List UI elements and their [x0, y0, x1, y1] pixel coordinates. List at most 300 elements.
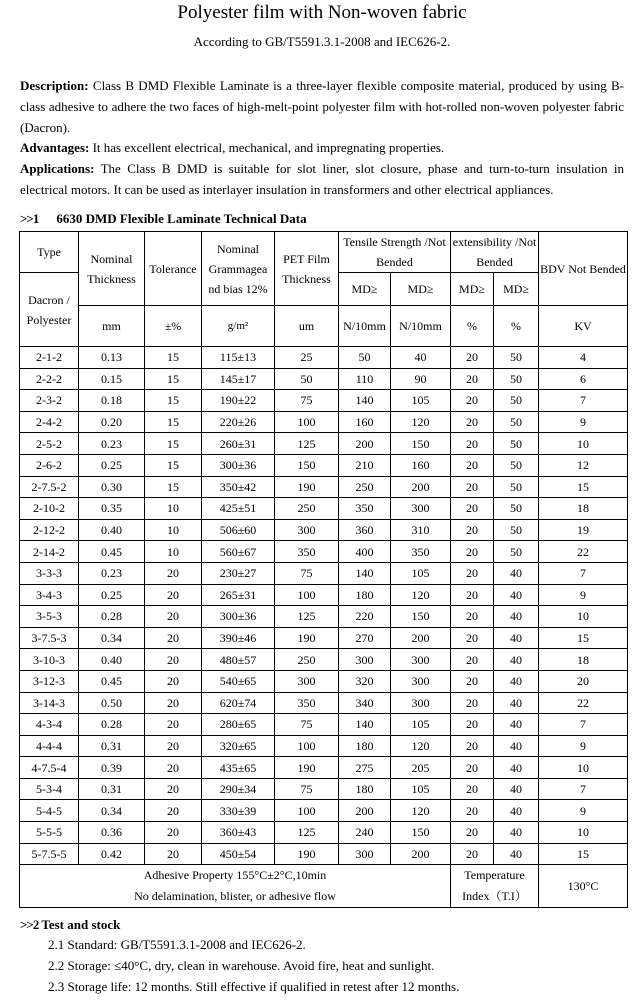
cell-tensile-md-2: 105 — [391, 778, 451, 800]
temperature-index-value: 130°C — [539, 865, 628, 908]
standard-subtitle: According to GB/T5591.3.1-2008 and IEC626-2. — [193, 34, 451, 49]
cell-tolerance: 20 — [145, 562, 202, 584]
cell-extensibility-md-2: 40 — [494, 692, 539, 714]
cell-tolerance: 20 — [145, 843, 202, 865]
cell-extensibility-md-2: 40 — [494, 778, 539, 800]
cell-nominal-thickness: 0.50 — [79, 692, 145, 714]
cell-extensibility-md-2: 50 — [494, 347, 539, 369]
cell-pet-thickness: 100 — [275, 584, 339, 606]
cell-extensibility-md-2: 40 — [494, 735, 539, 757]
cell-bdv: 9 — [539, 800, 628, 822]
header-md-1: MD≥ — [339, 273, 391, 306]
cell-tensile-md-1: 350 — [339, 498, 391, 520]
cell-extensibility-md-2: 40 — [494, 843, 539, 865]
cell-type: 2-7.5-2 — [20, 476, 79, 498]
cell-extensibility-md-1: 20 — [451, 757, 494, 779]
cell-bdv: 22 — [539, 541, 628, 563]
cell-tensile-md-1: 220 — [339, 606, 391, 628]
cell-tensile-md-1: 180 — [339, 778, 391, 800]
unit-tolerance: ±% — [145, 306, 202, 347]
table-row — [20, 735, 628, 757]
cell-tolerance: 20 — [145, 822, 202, 844]
cell-nominal-thickness: 0.35 — [79, 498, 145, 520]
header-md-3: MD≥ — [451, 273, 494, 306]
table-row — [20, 670, 628, 692]
cell-tolerance: 15 — [145, 390, 202, 412]
cell-tensile-md-2: 90 — [391, 368, 451, 390]
cell-bdv: 18 — [539, 498, 628, 520]
cell-bdv: 20 — [539, 670, 628, 692]
cell-type: 3-12-3 — [20, 670, 79, 692]
cell-pet-thickness: 50 — [275, 368, 339, 390]
header-md-2: MD≥ — [391, 273, 451, 306]
cell-grammage: 300±36 — [202, 454, 275, 476]
section-1-title: 6630 DMD Flexible Laminate Technical Data — [56, 211, 307, 226]
cell-extensibility-md-1: 20 — [451, 606, 494, 628]
cell-tensile-md-2: 300 — [391, 498, 451, 520]
description-label: Description: — [20, 78, 89, 93]
cell-nominal-thickness: 0.39 — [79, 757, 145, 779]
cell-extensibility-md-1: 20 — [451, 627, 494, 649]
cell-tolerance: 15 — [145, 347, 202, 369]
applications-label: Applications: — [20, 161, 95, 176]
cell-type: 4-3-4 — [20, 714, 79, 736]
cell-nominal-thickness: 0.45 — [79, 670, 145, 692]
technical-data-table — [19, 231, 628, 908]
cell-grammage: 390±46 — [202, 627, 275, 649]
cell-extensibility-md-1: 20 — [451, 562, 494, 584]
cell-grammage: 350±42 — [202, 476, 275, 498]
header-tensile-strength: Tensile Strength /Not Bended — [339, 232, 451, 273]
cell-tensile-md-2: 300 — [391, 692, 451, 714]
cell-bdv: 7 — [539, 390, 628, 412]
cell-type: 3-5-3 — [20, 606, 79, 628]
cell-bdv: 10 — [539, 433, 628, 455]
cell-extensibility-md-2: 50 — [494, 454, 539, 476]
test-stock-item: 2.3 Storage life: 12 months. Still effective if qualified in retest after 12 months. — [48, 979, 460, 994]
cell-grammage: 560±67 — [202, 541, 275, 563]
cell-grammage: 280±65 — [202, 714, 275, 736]
cell-bdv: 22 — [539, 692, 628, 714]
cell-tensile-md-1: 240 — [339, 822, 391, 844]
cell-nominal-thickness: 0.23 — [79, 562, 145, 584]
cell-tolerance: 20 — [145, 584, 202, 606]
description-text: Class B DMD Flexible Laminate is a three-layer flexible composite material, produced by using B-class adhesive to adhere the two faces of high-melt-point polyester film with hot-rolled non-woven polyester fabric (Dacron). — [20, 78, 624, 135]
cell-grammage: 620±74 — [202, 692, 275, 714]
cell-tolerance: 20 — [145, 627, 202, 649]
cell-nominal-thickness: 0.36 — [79, 822, 145, 844]
unit-bdv: KV — [539, 306, 628, 347]
cell-extensibility-md-1: 20 — [451, 368, 494, 390]
cell-bdv: 9 — [539, 411, 628, 433]
cell-nominal-thickness: 0.15 — [79, 368, 145, 390]
cell-pet-thickness: 25 — [275, 347, 339, 369]
cell-type: 2-3-2 — [20, 390, 79, 412]
description-paragraph — [20, 75, 624, 138]
cell-grammage: 230±27 — [202, 562, 275, 584]
table-row — [20, 843, 628, 865]
cell-bdv: 9 — [539, 735, 628, 757]
test-stock-item: 2.1 Standard: GB/T5591.3.1-2008 and IEC626-2. — [48, 937, 306, 952]
cell-type: 5-4-5 — [20, 800, 79, 822]
cell-tolerance: 20 — [145, 800, 202, 822]
cell-extensibility-md-2: 40 — [494, 822, 539, 844]
cell-extensibility-md-2: 40 — [494, 562, 539, 584]
cell-tolerance: 10 — [145, 541, 202, 563]
table-row — [20, 800, 628, 822]
cell-nominal-thickness: 0.40 — [79, 649, 145, 671]
cell-tolerance: 15 — [145, 454, 202, 476]
cell-tensile-md-2: 300 — [391, 670, 451, 692]
unit-tensile-2: N/10mm — [391, 306, 451, 347]
cell-tolerance: 20 — [145, 606, 202, 628]
cell-tolerance: 20 — [145, 735, 202, 757]
cell-tolerance: 20 — [145, 649, 202, 671]
unit-ext-1: % — [451, 306, 494, 347]
cell-tensile-md-2: 310 — [391, 519, 451, 541]
cell-extensibility-md-1: 20 — [451, 347, 494, 369]
cell-grammage: 115±13 — [202, 347, 275, 369]
cell-extensibility-md-1: 20 — [451, 498, 494, 520]
cell-extensibility-md-2: 50 — [494, 433, 539, 455]
cell-tensile-md-1: 360 — [339, 519, 391, 541]
cell-tolerance: 10 — [145, 519, 202, 541]
cell-extensibility-md-2: 40 — [494, 800, 539, 822]
cell-extensibility-md-1: 20 — [451, 454, 494, 476]
cell-tensile-md-1: 250 — [339, 476, 391, 498]
cell-nominal-thickness: 0.28 — [79, 714, 145, 736]
cell-grammage: 300±36 — [202, 606, 275, 628]
cell-extensibility-md-1: 20 — [451, 649, 494, 671]
cell-bdv: 4 — [539, 347, 628, 369]
cell-type: 3-14-3 — [20, 692, 79, 714]
adhesive-line-1: Adhesive Property 155°C±2°C,10min — [143, 868, 327, 883]
cell-bdv: 10 — [539, 757, 628, 779]
cell-bdv: 9 — [539, 584, 628, 606]
cell-bdv: 7 — [539, 714, 628, 736]
cell-tensile-md-1: 320 — [339, 670, 391, 692]
cell-type: 4-7.5-4 — [20, 757, 79, 779]
cell-bdv: 6 — [539, 368, 628, 390]
cell-type: 2-12-2 — [20, 519, 79, 541]
cell-pet-thickness: 250 — [275, 498, 339, 520]
cell-extensibility-md-2: 50 — [494, 476, 539, 498]
cell-extensibility-md-2: 40 — [494, 757, 539, 779]
cell-grammage: 320±65 — [202, 735, 275, 757]
header-bdv: BDV Not Bended — [539, 232, 628, 306]
cell-type: 2-2-2 — [20, 368, 79, 390]
cell-nominal-thickness: 0.45 — [79, 541, 145, 563]
cell-bdv: 7 — [539, 562, 628, 584]
cell-grammage: 540±65 — [202, 670, 275, 692]
cell-pet-thickness: 190 — [275, 757, 339, 779]
cell-extensibility-md-2: 50 — [494, 390, 539, 412]
cell-tensile-md-1: 160 — [339, 411, 391, 433]
cell-nominal-thickness: 0.25 — [79, 584, 145, 606]
cell-tensile-md-1: 140 — [339, 390, 391, 412]
header-extensibility: extensibility /Not Bended — [451, 232, 539, 273]
cell-extensibility-md-2: 40 — [494, 649, 539, 671]
cell-grammage: 450±54 — [202, 843, 275, 865]
cell-tensile-md-2: 200 — [391, 843, 451, 865]
table-row — [20, 606, 628, 628]
cell-pet-thickness: 75 — [275, 390, 339, 412]
cell-type: 2-14-2 — [20, 541, 79, 563]
cell-tensile-md-1: 180 — [339, 735, 391, 757]
cell-extensibility-md-1: 20 — [451, 541, 494, 563]
table-row — [20, 778, 628, 800]
cell-extensibility-md-2: 50 — [494, 498, 539, 520]
cell-tensile-md-1: 300 — [339, 843, 391, 865]
cell-pet-thickness: 300 — [275, 670, 339, 692]
header-nominal-grammage: Nominal Grammagea nd bias 12% — [202, 232, 275, 306]
cell-tensile-md-2: 150 — [391, 606, 451, 628]
table-row — [20, 562, 628, 584]
cell-tensile-md-1: 200 — [339, 800, 391, 822]
section-1-arrows: >>1 — [20, 211, 39, 226]
cell-pet-thickness: 125 — [275, 606, 339, 628]
cell-nominal-thickness: 0.31 — [79, 735, 145, 757]
cell-tensile-md-2: 120 — [391, 800, 451, 822]
cell-extensibility-md-1: 20 — [451, 476, 494, 498]
advantages-text: It has excellent electrical, mechanical, and impregnating properties. — [89, 140, 445, 155]
cell-bdv: 7 — [539, 778, 628, 800]
table-row — [20, 757, 628, 779]
cell-nominal-thickness: 0.25 — [79, 454, 145, 476]
cell-grammage: 506±60 — [202, 519, 275, 541]
cell-extensibility-md-1: 20 — [451, 692, 494, 714]
section-1-heading — [20, 210, 307, 228]
cell-tolerance: 15 — [145, 368, 202, 390]
cell-tensile-md-2: 205 — [391, 757, 451, 779]
cell-extensibility-md-1: 20 — [451, 433, 494, 455]
cell-extensibility-md-1: 20 — [451, 670, 494, 692]
temperature-index-label-cell — [451, 865, 539, 908]
adhesive-property-cell — [20, 865, 451, 908]
test-stock-item: 2.2 Storage: ≤40°C, dry, clean in warehouse. Avoid fire, heat and sunlight. — [48, 958, 435, 973]
cell-tensile-md-2: 105 — [391, 390, 451, 412]
cell-extensibility-md-2: 40 — [494, 584, 539, 606]
cell-tensile-md-2: 120 — [391, 584, 451, 606]
cell-pet-thickness: 250 — [275, 649, 339, 671]
cell-extensibility-md-1: 20 — [451, 843, 494, 865]
table-row — [20, 433, 628, 455]
cell-bdv: 18 — [539, 649, 628, 671]
cell-type: 3-3-3 — [20, 562, 79, 584]
cell-tensile-md-1: 140 — [339, 562, 391, 584]
table-row — [20, 368, 628, 390]
cell-tensile-md-1: 140 — [339, 714, 391, 736]
table-row — [20, 390, 628, 412]
header-type-sub: Dacron / Polyester — [20, 273, 79, 347]
cell-extensibility-md-2: 40 — [494, 670, 539, 692]
adhesive-line-2: No delamination, blister, or adhesive flow — [134, 889, 336, 904]
cell-tensile-md-1: 270 — [339, 627, 391, 649]
cell-nominal-thickness: 0.34 — [79, 800, 145, 822]
cell-pet-thickness: 100 — [275, 735, 339, 757]
cell-type: 2-4-2 — [20, 411, 79, 433]
cell-extensibility-md-1: 20 — [451, 411, 494, 433]
table-row — [20, 347, 628, 369]
advantages-label: Advantages: — [20, 140, 90, 155]
cell-nominal-thickness: 0.13 — [79, 347, 145, 369]
cell-nominal-thickness: 0.34 — [79, 627, 145, 649]
cell-bdv: 12 — [539, 454, 628, 476]
cell-extensibility-md-1: 20 — [451, 714, 494, 736]
cell-extensibility-md-1: 20 — [451, 735, 494, 757]
cell-tensile-md-2: 120 — [391, 735, 451, 757]
cell-grammage: 480±57 — [202, 649, 275, 671]
cell-extensibility-md-1: 20 — [451, 800, 494, 822]
cell-type: 2-10-2 — [20, 498, 79, 520]
cell-tensile-md-1: 110 — [339, 368, 391, 390]
cell-type: 5-5-5 — [20, 822, 79, 844]
cell-pet-thickness: 100 — [275, 411, 339, 433]
cell-tensile-md-1: 275 — [339, 757, 391, 779]
header-pet-thickness: PET Film Thickness — [275, 232, 339, 306]
cell-extensibility-md-1: 20 — [451, 822, 494, 844]
cell-extensibility-md-2: 50 — [494, 368, 539, 390]
cell-type: 3-7.5-3 — [20, 627, 79, 649]
cell-tolerance: 20 — [145, 692, 202, 714]
cell-bdv: 15 — [539, 476, 628, 498]
section-2-title: Test and stock — [38, 917, 121, 932]
unit-ext-2: % — [494, 306, 539, 347]
cell-extensibility-md-2: 40 — [494, 606, 539, 628]
cell-extensibility-md-2: 50 — [494, 411, 539, 433]
cell-grammage: 190±22 — [202, 390, 275, 412]
cell-pet-thickness: 350 — [275, 541, 339, 563]
cell-tolerance: 15 — [145, 476, 202, 498]
cell-type: 2-6-2 — [20, 454, 79, 476]
cell-tensile-md-2: 160 — [391, 454, 451, 476]
cell-type: 5-3-4 — [20, 778, 79, 800]
section-2-arrows: >>2 — [20, 917, 39, 932]
cell-pet-thickness: 125 — [275, 822, 339, 844]
cell-tolerance: 20 — [145, 778, 202, 800]
advantages-paragraph — [20, 137, 624, 158]
cell-grammage: 265±31 — [202, 584, 275, 606]
cell-tensile-md-1: 340 — [339, 692, 391, 714]
cell-tensile-md-1: 180 — [339, 584, 391, 606]
cell-grammage: 260±31 — [202, 433, 275, 455]
cell-pet-thickness: 350 — [275, 692, 339, 714]
cell-tensile-md-1: 210 — [339, 454, 391, 476]
cell-tensile-md-2: 150 — [391, 433, 451, 455]
cell-type: 5-7.5-5 — [20, 843, 79, 865]
section-2-heading — [20, 916, 120, 934]
cell-extensibility-md-1: 20 — [451, 390, 494, 412]
unit-grammage: g/m² — [202, 306, 275, 347]
cell-pet-thickness: 190 — [275, 843, 339, 865]
cell-pet-thickness: 190 — [275, 476, 339, 498]
header-md-4: MD≥ — [494, 273, 539, 306]
header-nominal-thickness: Nominal Thickness — [79, 232, 145, 306]
cell-extensibility-md-1: 20 — [451, 778, 494, 800]
cell-type: 2-5-2 — [20, 433, 79, 455]
cell-type: 4-4-4 — [20, 735, 79, 757]
cell-type: 3-4-3 — [20, 584, 79, 606]
cell-grammage: 360±43 — [202, 822, 275, 844]
table-row — [20, 541, 628, 563]
cell-tensile-md-2: 40 — [391, 347, 451, 369]
table-row — [20, 627, 628, 649]
cell-pet-thickness: 300 — [275, 519, 339, 541]
table-row — [20, 822, 628, 844]
cell-grammage: 220±26 — [202, 411, 275, 433]
cell-nominal-thickness: 0.40 — [79, 519, 145, 541]
cell-grammage: 425±51 — [202, 498, 275, 520]
table-row — [20, 714, 628, 736]
unit-pet: um — [275, 306, 339, 347]
cell-nominal-thickness: 0.42 — [79, 843, 145, 865]
cell-tensile-md-1: 300 — [339, 649, 391, 671]
cell-tolerance: 15 — [145, 433, 202, 455]
cell-pet-thickness: 150 — [275, 454, 339, 476]
cell-type: 3-10-3 — [20, 649, 79, 671]
cell-pet-thickness: 125 — [275, 433, 339, 455]
cell-pet-thickness: 100 — [275, 800, 339, 822]
cell-extensibility-md-2: 50 — [494, 541, 539, 563]
cell-extensibility-md-1: 20 — [451, 519, 494, 541]
header-type: Type — [20, 232, 79, 273]
cell-tensile-md-2: 200 — [391, 627, 451, 649]
cell-bdv: 10 — [539, 822, 628, 844]
temperature-label-line-1: Temperature — [464, 868, 525, 883]
cell-extensibility-md-1: 20 — [451, 584, 494, 606]
cell-tensile-md-1: 200 — [339, 433, 391, 455]
cell-pet-thickness: 75 — [275, 714, 339, 736]
table-row — [20, 584, 628, 606]
table-row — [20, 692, 628, 714]
table-row — [20, 649, 628, 671]
cell-tensile-md-2: 150 — [391, 822, 451, 844]
table-row — [20, 411, 628, 433]
cell-tensile-md-1: 400 — [339, 541, 391, 563]
cell-grammage: 290±34 — [202, 778, 275, 800]
cell-extensibility-md-2: 40 — [494, 627, 539, 649]
unit-tensile-1: N/10mm — [339, 306, 391, 347]
applications-text: The Class B DMD is suitable for slot liner, slot closure, phase and turn-to-turn insulation in electrical motors. It can be used as interlayer insulation in transformers and other electrical appliances. — [20, 161, 624, 197]
cell-extensibility-md-2: 40 — [494, 714, 539, 736]
cell-extensibility-md-2: 50 — [494, 519, 539, 541]
cell-pet-thickness: 190 — [275, 627, 339, 649]
cell-tensile-md-2: 105 — [391, 714, 451, 736]
page-title: Polyester film with Non-woven fabric — [177, 2, 467, 23]
cell-grammage: 435±65 — [202, 757, 275, 779]
cell-bdv: 10 — [539, 606, 628, 628]
applications-paragraph — [20, 158, 624, 200]
cell-tolerance: 20 — [145, 757, 202, 779]
cell-bdv: 19 — [539, 519, 628, 541]
cell-tolerance: 20 — [145, 714, 202, 736]
cell-tensile-md-2: 105 — [391, 562, 451, 584]
cell-nominal-thickness: 0.30 — [79, 476, 145, 498]
cell-grammage: 330±39 — [202, 800, 275, 822]
cell-tolerance: 20 — [145, 670, 202, 692]
table-row — [20, 498, 628, 520]
cell-nominal-thickness: 0.28 — [79, 606, 145, 628]
cell-tensile-md-2: 300 — [391, 649, 451, 671]
cell-tolerance: 15 — [145, 411, 202, 433]
cell-nominal-thickness: 0.31 — [79, 778, 145, 800]
cell-nominal-thickness: 0.20 — [79, 411, 145, 433]
cell-tensile-md-1: 50 — [339, 347, 391, 369]
cell-nominal-thickness: 0.18 — [79, 390, 145, 412]
cell-type: 2-1-2 — [20, 347, 79, 369]
cell-bdv: 15 — [539, 843, 628, 865]
cell-bdv: 15 — [539, 627, 628, 649]
